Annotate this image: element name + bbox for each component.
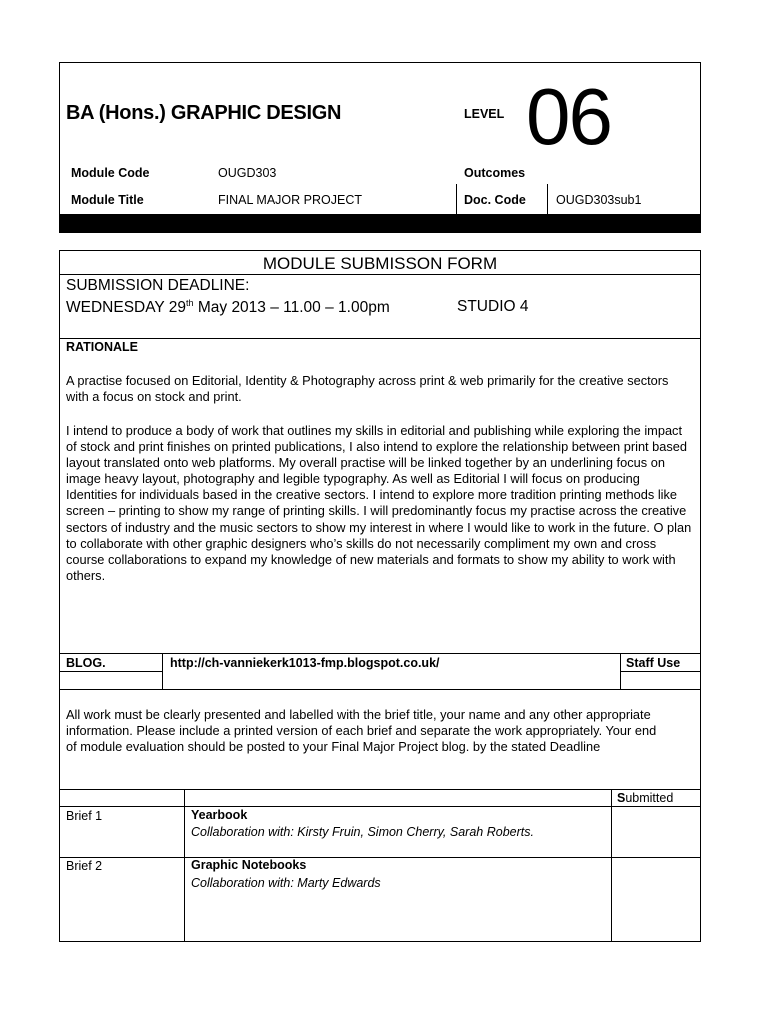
form-title: MODULE SUBMISSON FORM xyxy=(262,254,498,273)
module-code-value: OUGD303 xyxy=(218,166,277,180)
briefs-col-divider-2 xyxy=(611,789,612,942)
instructions-paragraph: All work must be clearly presented and labelled with the brief title, your name and any other appropriate information. Please include a printed version of each brief and separate the work appropriately. Your end of module evaluation should be posted to your Final Major Project blog. by the stated Deadline xyxy=(66,707,657,755)
deadline-day: WEDNESDAY 29 xyxy=(66,299,187,317)
outcomes-label: Outcomes xyxy=(464,166,526,180)
deadline-date xyxy=(66,298,390,317)
blog-row-mid xyxy=(59,671,163,672)
blog-label: BLOG. xyxy=(66,656,106,670)
brief-collab: Collaboration with: Marty Edwards xyxy=(191,876,381,890)
program-title: BA (Hons.) GRAPHIC DESIGN xyxy=(66,102,342,124)
blog-url[interactable]: http://ch-vanniekerk1013-fmp.blogspot.co.uk/ xyxy=(170,656,440,670)
blog-row-bottom xyxy=(59,689,701,690)
brief-collab: Collaboration with: Kirsty Fruin, Simon Cherry, Sarah Roberts. xyxy=(191,825,534,839)
deadline-location: STUDIO 4 xyxy=(457,298,529,315)
module-title-value: FINAL MAJOR PROJECT xyxy=(218,193,362,207)
rationale-heading: RATIONALE xyxy=(66,340,138,354)
form-title-underline xyxy=(59,274,701,275)
deadline-underline xyxy=(59,338,701,339)
brief-label: Brief 1 xyxy=(66,809,103,823)
briefs-table-top xyxy=(59,789,701,790)
deadline-rest: May 2013 – 11.00 – 1.00pm xyxy=(193,299,390,317)
staff-use-mid xyxy=(620,671,701,672)
brief-title: Graphic Notebooks xyxy=(191,858,307,872)
divider-bar xyxy=(59,215,701,233)
level-number: 06 xyxy=(526,72,611,161)
doc-code-divider-left xyxy=(456,184,457,215)
brief-row-divider xyxy=(59,857,701,858)
submitted-rest: ubmitted xyxy=(625,791,674,805)
doc-code-value: OUGD303sub1 xyxy=(556,193,642,207)
rationale-paragraph-1: A practise focused on Editorial, Identity & Photography across print & web primarily for the creative sectors with a focus on stock and print. xyxy=(66,373,669,405)
doc-code-divider-right xyxy=(547,184,548,215)
module-title-label: Module Title xyxy=(71,193,144,207)
blog-row-top xyxy=(59,653,701,654)
staff-use-label: Staff Use xyxy=(626,656,681,670)
level-label: LEVEL xyxy=(464,107,505,121)
deadline-heading: SUBMISSION DEADLINE: xyxy=(66,277,250,294)
submitted-initial: S xyxy=(617,791,626,805)
briefs-col-divider-1 xyxy=(184,789,185,942)
module-code-label: Module Code xyxy=(71,166,150,180)
submitted-header xyxy=(617,791,673,805)
doc-code-label: Doc. Code xyxy=(464,193,526,207)
deadline-sup: th xyxy=(186,298,194,308)
rationale-paragraph-2: I intend to produce a body of work that outlines my skills in editorial and publishing while exploring the impact of stock and print finishes on printed publications, I also intend to explore the relationship between print based layout translated onto web platforms. My overall practise will be linked together by an underlining focus on image heavy layout, photography and legible typography. As well as Editorial I will focus on producing Identities for individuals based in the creative sectors. I intend to explore more tradition printing methods like screen – printing to show my range of printing skills. I will predominantly focus my practise across the creative sectors of industry and the music sectors to show my interest in where I would like to work in the future. O plan to collaborate with other graphic designers who’s skills do not necessarily compliment my own and cross course collaborations to expand my knowledge of new materials and formats to show my ability to work with others. xyxy=(66,423,692,583)
brief-title: Yearbook xyxy=(191,808,248,822)
brief-label: Brief 2 xyxy=(66,859,103,873)
briefs-header-bottom xyxy=(59,806,701,807)
